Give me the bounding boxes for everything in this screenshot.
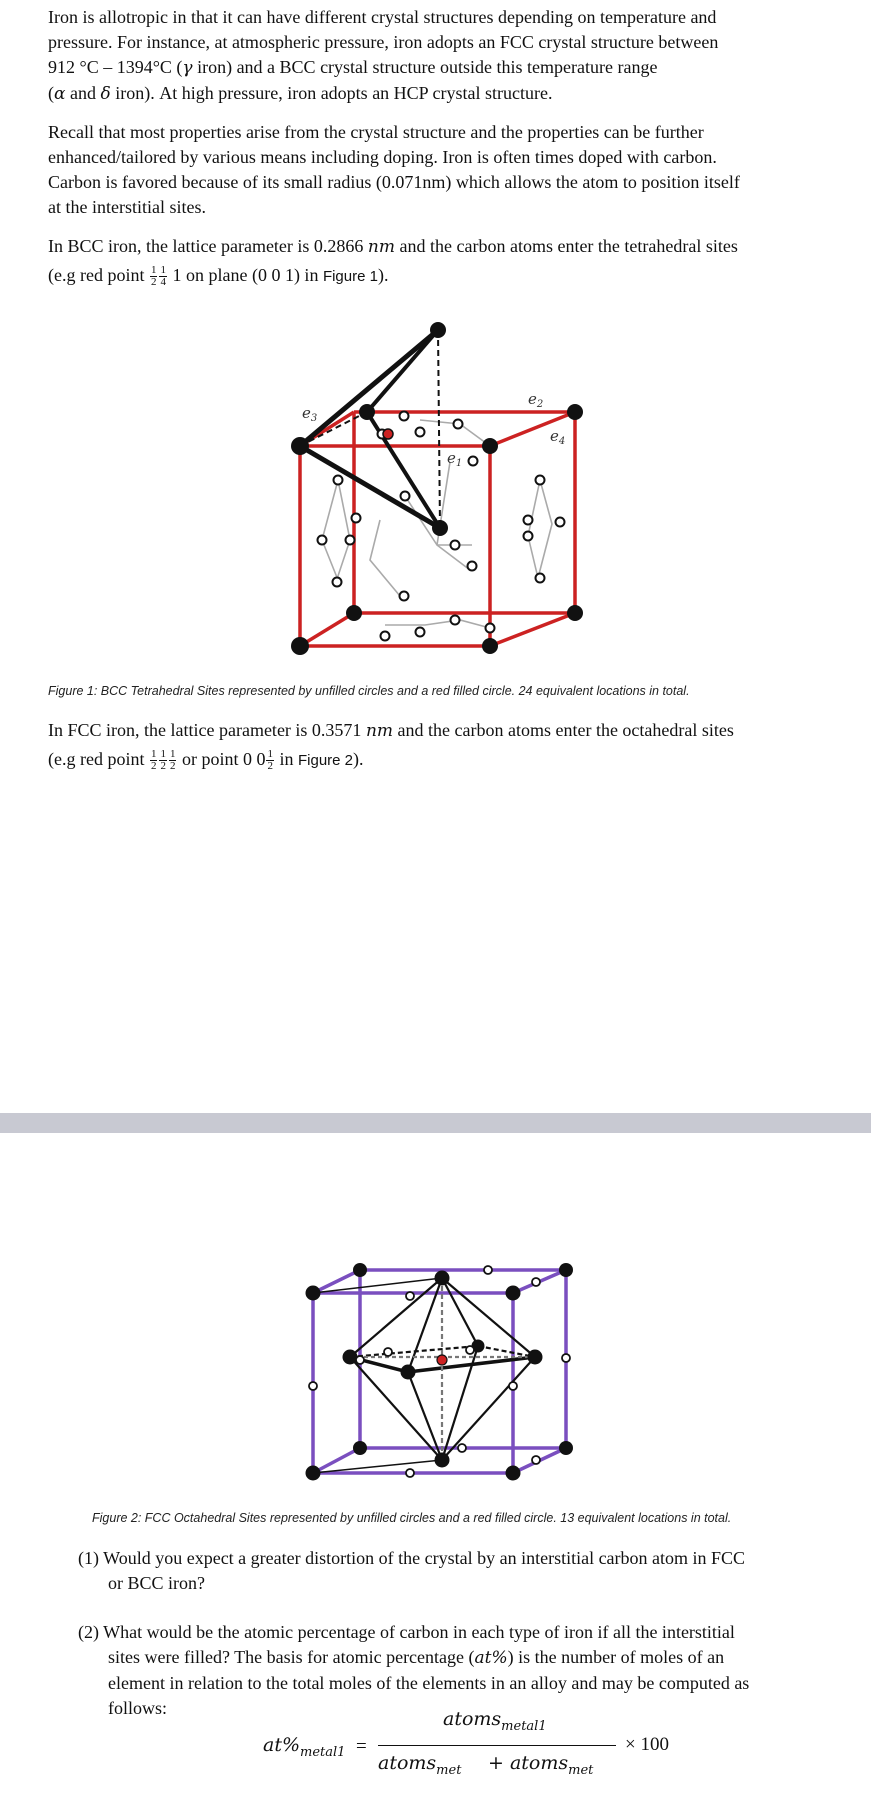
question-line [78, 1645, 838, 1671]
fraction-numerator: 1 [150, 748, 157, 761]
bcc-text: 1 on plane (0 0 1) in [167, 265, 323, 285]
atom [432, 520, 448, 536]
fraction-denominator: 2 [160, 760, 166, 773]
bcc-line [48, 263, 838, 289]
site [381, 632, 390, 641]
fraction [159, 265, 167, 288]
site [451, 616, 460, 625]
atom [343, 1350, 358, 1365]
atom [506, 1286, 521, 1301]
label-e4: $e_4$ [550, 427, 566, 447]
question-line: (2) What would be the atomic percentage of carbon in each type of iron if all the interstitial [78, 1622, 735, 1642]
fraction-denominator: 2 [150, 760, 157, 773]
octahedron [313, 1278, 535, 1473]
octahedral-sites [309, 1266, 570, 1477]
fraction [150, 749, 158, 772]
fcc-line [48, 747, 838, 773]
fraction-denominator: 2 [169, 760, 176, 773]
figure-reference: Figure 2 [297, 752, 354, 769]
site [416, 428, 425, 437]
intro-paragraph [48, 5, 838, 107]
bcc-text: and the carbon atoms enter the tetrahedral sites [395, 236, 738, 256]
iron-atoms [291, 322, 583, 655]
figure1-caption: Figure 1: BCC Tetrahedral Sites represented by unfilled circles and a red filled circle. 24 equivalent locations in total. [48, 684, 690, 698]
atom [291, 437, 309, 455]
delta-symbol: δ [100, 84, 111, 104]
fraction-denominator: 2 [267, 760, 273, 773]
site [400, 592, 409, 601]
site [333, 578, 342, 587]
fcc-text: or point 0 0 [177, 749, 266, 769]
red-carbon-site [437, 1355, 447, 1365]
figure2-caption: Figure 2: FCC Octahedral Sites represented by unfilled circles and a red filled circle. 13 equivalent locations in total. [92, 1511, 732, 1525]
intro-text: iron) and a BCC crystal structure outside this temperature range [192, 57, 658, 77]
formula-denominator-term [488, 1752, 593, 1778]
site [536, 476, 545, 485]
site [484, 1266, 492, 1274]
atom [559, 1441, 573, 1455]
recall-line: enhanced/tailored by various means including doping. Iron is often times doped with carbon. [48, 147, 717, 167]
site [406, 1292, 414, 1300]
fraction [266, 749, 274, 772]
atom [506, 1466, 521, 1481]
atom [346, 605, 362, 621]
formula-subscript: met [436, 1763, 462, 1778]
intro-line [48, 55, 838, 81]
formula-symbol: at% [263, 1734, 301, 1756]
formula-symbol: atoms [443, 1708, 502, 1730]
red-carbon-site [383, 429, 393, 439]
recall-line: Recall that most properties arise from the crystal structure and the properties can be further [48, 122, 704, 142]
bcc-paragraph [48, 234, 838, 289]
site [352, 514, 361, 523]
question-line: or BCC iron? [108, 1573, 205, 1593]
atom [482, 438, 498, 454]
site [524, 516, 533, 525]
formula-symbol: atoms [378, 1752, 437, 1774]
formula-subscript: metal1 [501, 1719, 547, 1734]
unit-nm: nm [365, 721, 394, 741]
atom [291, 637, 309, 655]
intro-text: ( [48, 83, 54, 103]
formula-lhs [263, 1734, 345, 1760]
atom [482, 638, 498, 654]
recall-line: Carbon is favored because of its small radius (0.071nm) which allows the atom to position itself [48, 172, 740, 192]
fcc-paragraph [48, 718, 838, 773]
temperature-range: 912 °C – 1394°C ( [48, 57, 183, 77]
unit-nm: nm [367, 237, 395, 257]
site [556, 518, 565, 527]
question-1 [78, 1546, 838, 1596]
fraction-numerator: 1 [267, 748, 273, 761]
atom [359, 404, 375, 420]
site [454, 420, 463, 429]
fcc-text: (e.g red point [48, 749, 149, 769]
label-e3: $e_3$ [302, 404, 318, 424]
site [562, 1354, 570, 1362]
site [334, 476, 343, 485]
site [451, 541, 460, 550]
intro-line: Iron is allotropic in that it can have different crystal structures depending on temperature and [48, 7, 717, 27]
site [318, 536, 327, 545]
formula-numerator [443, 1708, 547, 1734]
atom [528, 1350, 543, 1365]
gamma-symbol: γ [182, 58, 193, 78]
bcc-text: ). [377, 265, 389, 285]
atom [306, 1286, 321, 1301]
atomic-percent-formula [0, 1708, 871, 1798]
site [524, 532, 533, 541]
fcc-cell-front-edges [313, 1270, 566, 1473]
fcc-text: and the carbon atoms enter the octahedral sites [393, 720, 734, 740]
site [356, 1356, 364, 1364]
fraction-denominator: 2 [150, 276, 157, 289]
fraction-numerator: 1 [160, 748, 166, 761]
atom [567, 404, 583, 420]
label-e2: $e_2$ [528, 390, 544, 410]
fraction [169, 749, 177, 772]
atom [306, 1466, 321, 1481]
site [400, 412, 409, 421]
fraction-denominator: 4 [160, 276, 166, 289]
fraction-numerator: 1 [150, 264, 157, 277]
intro-line: pressure. For instance, at atmospheric pressure, iron adopts an FCC crystal structure between [48, 32, 719, 52]
atom [567, 605, 583, 621]
alpha-symbol: α [54, 84, 66, 104]
site [309, 1382, 317, 1390]
at-percent-symbol: at% [474, 1648, 508, 1668]
fcc-line [48, 718, 838, 744]
intro-line [48, 81, 838, 107]
formula-denominator-term [378, 1752, 461, 1778]
site [486, 624, 495, 633]
intro-text: and [65, 83, 101, 103]
fcc-octahedral-figure [295, 1250, 585, 1490]
atom [430, 322, 446, 338]
atom [435, 1271, 450, 1286]
bcc-text: (e.g red point [48, 265, 149, 285]
intro-text: iron). At high pressure, iron adopts an HCP crystal structure. [110, 83, 553, 103]
site [416, 628, 425, 637]
fcc-text: In FCC iron, the lattice parameter is 0.3571 [48, 720, 366, 740]
fraction-bar [378, 1745, 616, 1746]
recall-line: at the interstitial sites. [48, 197, 206, 217]
fraction-numerator: 1 [160, 264, 166, 277]
atom [435, 1453, 450, 1468]
fraction-numerator: 1 [169, 748, 176, 761]
site [468, 562, 477, 571]
figure-reference: Figure 1 [322, 268, 378, 285]
formula-subscript: metal1 [300, 1745, 346, 1760]
bcc-text: In BCC iron, the lattice parameter is 0.2866 [48, 236, 368, 256]
atom [401, 1365, 416, 1380]
label-e1: $e_1$ [447, 449, 463, 469]
question-text: sites were filled? The basis for atomic percentage ( [108, 1647, 475, 1667]
site [458, 1444, 466, 1452]
site [509, 1382, 517, 1390]
site [406, 1469, 414, 1477]
bcc-line [48, 234, 838, 260]
fraction [159, 749, 167, 772]
formula-times-100: × 100 [625, 1734, 669, 1755]
question-line: element in relation to the total moles of the elements in an alloy and may be computed as [108, 1673, 750, 1693]
atom [353, 1441, 367, 1455]
site [532, 1456, 540, 1464]
site [384, 1348, 392, 1356]
recall-paragraph [48, 120, 838, 220]
question-text: ) is the number of moles of an [507, 1647, 725, 1667]
page-break-divider [0, 1113, 871, 1133]
fcc-text: ). [353, 749, 364, 769]
formula-equals: = [356, 1736, 367, 1757]
formula-symbol: + atoms [488, 1752, 569, 1774]
atom [559, 1263, 573, 1277]
site [466, 1346, 474, 1354]
site [536, 574, 545, 583]
site [532, 1278, 540, 1286]
question-line: (1) Would you expect a greater distortion of the crystal by an interstitial carbon atom in FCC [78, 1548, 746, 1568]
formula-subscript: met [568, 1763, 594, 1778]
site [469, 457, 478, 466]
fcc-text: in [274, 749, 298, 769]
atom [353, 1263, 367, 1277]
question-line: follows: [108, 1698, 168, 1718]
question-2 [78, 1620, 838, 1721]
site [346, 536, 355, 545]
bcc-tetrahedral-figure [280, 318, 610, 658]
site [401, 492, 410, 501]
fraction [150, 265, 158, 288]
